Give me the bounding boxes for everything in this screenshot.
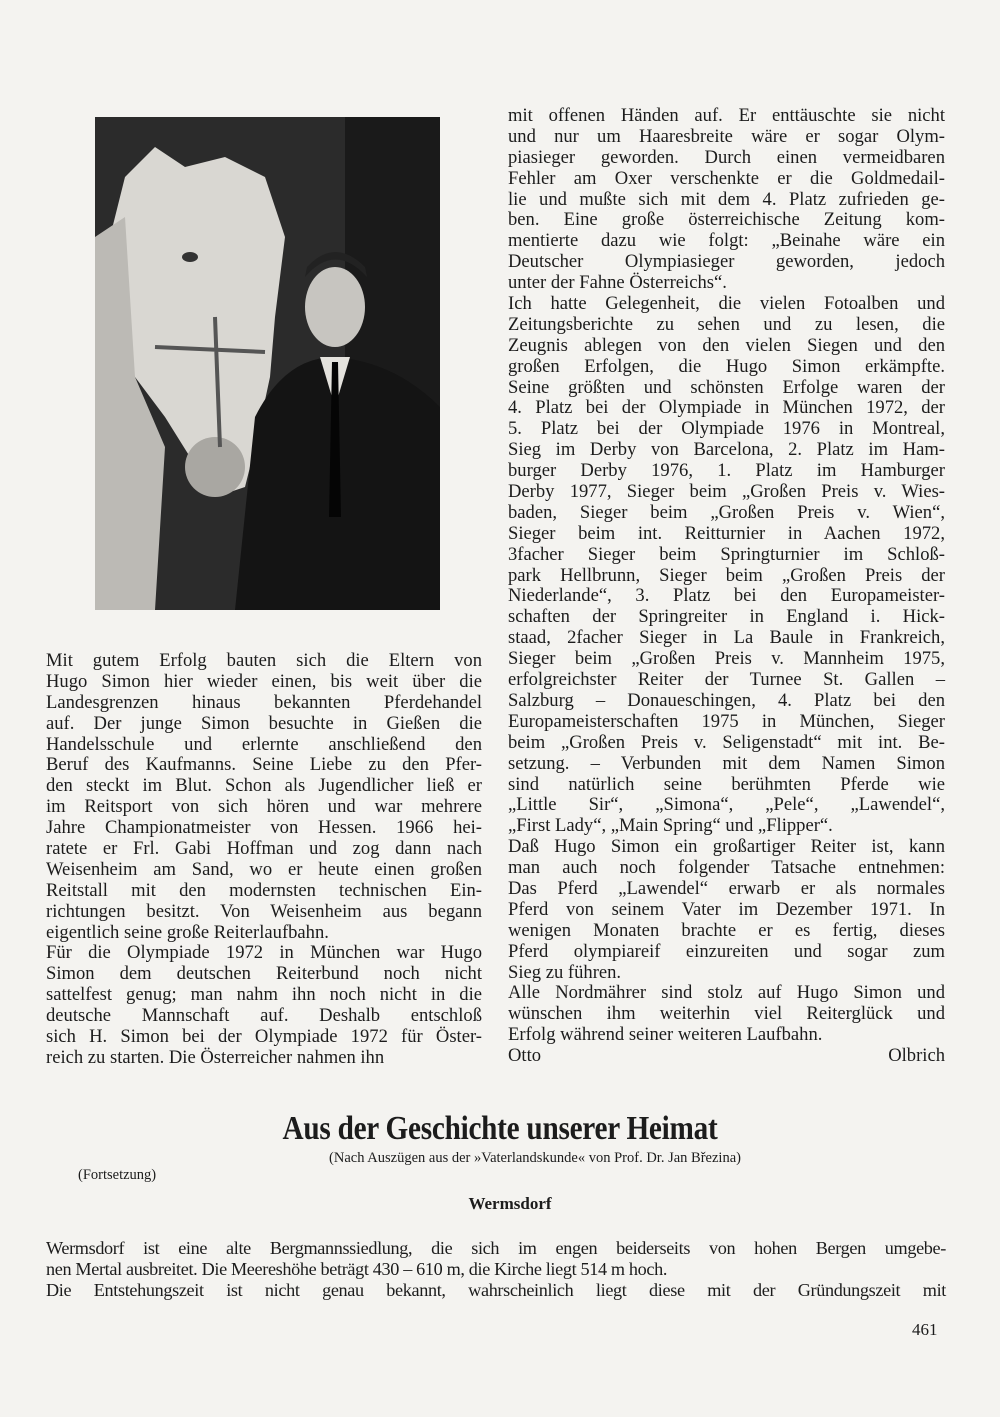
text-line: 3facher Sieger beim Springturnier im Schloß-	[508, 543, 945, 565]
text-line: Alle Nordmährer sind stolz auf Hugo Simon und	[508, 982, 945, 1004]
body-line: Wermsdorf ist eine alte Bergmannssiedlung, die sich im engen beiderseits von hohen Bergen umgebe-	[46, 1238, 946, 1258]
text-line: 5. Platz bei der Olympiade 1976 in Montreal,	[508, 418, 945, 440]
text-line: Handelsschule und erlernte anschließend den	[46, 733, 482, 755]
text-line: Mit gutem Erfolg bauten sich die Eltern von	[46, 650, 482, 671]
text-line: ben. Eine große österreichische Zeitung kom-	[508, 209, 945, 231]
text-line: deutsche Mannschaft auf. Deshalb entschloß	[46, 1005, 482, 1027]
text-line: Ich hatte Gelegenheit, die vielen Fotoalben und	[508, 293, 945, 315]
text-line: park Hellbrunn, Sieger beim „Großen Preis der	[508, 564, 945, 586]
photo-man-with-horse	[95, 117, 440, 610]
text-line: 4. Platz bei der Olympiade in München 1972, der	[508, 397, 945, 419]
text-line: Daß Hugo Simon ein großartiger Reiter ist, kann	[508, 836, 945, 858]
text-line: richtungen besitzt. Von Weisenheim aus begann	[46, 900, 482, 922]
text-line: Jahre Championatmeister von Hessen. 1966 hei-	[46, 817, 482, 839]
text-line: im Reitsport von sich hören und war mehrere	[46, 796, 482, 818]
text-line: Weisenheim am Sand, wo er heute einen großen	[46, 858, 482, 880]
text-line: eigentlich seine große Reiterlaufbahn.	[46, 921, 329, 943]
text-line: Sieger beim „Großen Preis v. Mannheim 1975,	[508, 648, 945, 670]
text-line: beim „Großen Preis v. Seligenstadt“ mit int. Be-	[508, 731, 945, 753]
text-line: und nur um Haaresbreite wäre er sogar Olym-	[508, 125, 945, 147]
body-line: nen Mertal ausbreitet. Die Meereshöhe beträgt 430 – 610 m, die Kirche liegt 514 m hoch.	[46, 1258, 668, 1279]
text-line: unter der Fahne Österreichs“.	[508, 272, 727, 294]
text-line: Derby 1977, Sieger beim „Großen Preis v. Wies-	[508, 481, 945, 503]
text-line: Zeitungsberichte zu sehen und zu lesen, die	[508, 313, 945, 335]
text-line: Seine größten und schönsten Erfolge waren der	[508, 376, 945, 398]
text-line: sattelfest genug; man nahm ihn noch nicht in die	[46, 984, 482, 1006]
text-line: ratete er Frl. Gabi Hoffman und zog dann nach	[46, 838, 482, 860]
text-line: lie und mußte sich mit dem 4. Platz zufrieden ge-	[508, 188, 945, 210]
text-line: Für die Olympiade 1972 in München war Hugo	[46, 942, 482, 964]
text-line: mit offenen Händen auf. Er enttäuschte sie nicht	[508, 105, 945, 126]
section-body	[46, 1239, 946, 1302]
section-subtitle: (Nach Auszügen aus der »Vaterlandskunde« von Prof. Dr. Jan Březina)	[329, 1150, 741, 1166]
signature: Otto Olbrich	[508, 1045, 945, 1067]
text-line: auf. Der junge Simon besuchte in Gießen die	[46, 712, 482, 734]
text-line: Pferd olympiareif einzureiten und sogar zum	[508, 940, 945, 962]
text-line: den steckt im Blut. Schon als Jugendlicher ließ er	[46, 775, 482, 797]
right-column	[508, 106, 945, 1067]
text-line: Salzburg – Donaueschingen, 4. Platz bei den	[508, 689, 945, 711]
body-line: Die Entstehungszeit ist nicht genau bekannt, wahrscheinlich liegt diese mit der Gründungszeit mit	[46, 1279, 946, 1300]
text-line: reich zu starten. Die Österreicher nahmen ihn	[46, 1046, 385, 1068]
text-line: Niederlande“, 3. Platz bei den Europameister-	[508, 585, 945, 607]
text-line: sind natürlich seine berühmten Pferde wie	[508, 773, 945, 795]
text-line: Sieger beim int. Reitturnier in Aachen 1972,	[508, 522, 945, 544]
page-number: 461	[912, 1320, 938, 1339]
text-line: Hugo Simon hier wieder einen, bis weit über die	[46, 670, 482, 692]
text-line: schaften der Springreiter in England i. Hick-	[508, 606, 945, 628]
text-line: baden, Sieger beim „Großen Preis v. Wien“,	[508, 501, 945, 523]
text-line: Deutscher Olympiasieger geworden, jedoch	[508, 251, 945, 273]
text-line: Zeugnis ablegen von den vielen Siegen und den	[508, 334, 945, 356]
text-line: Reitstall mit den modernsten technischen Ein-	[46, 879, 482, 901]
text-line: staad, 2facher Sieger in La Baule in Frankreich,	[508, 627, 945, 649]
text-line: sich H. Simon bei der Olympiade 1972 für Öster-	[46, 1026, 482, 1048]
text-line: Europameisterschaften 1975 in München, Sieger	[508, 710, 945, 732]
text-line: Sieg zu führen.	[508, 961, 622, 983]
text-line: wenigen Monaten brachte er es fertig, dieses	[508, 919, 945, 941]
text-line: „Little Sir“, „Simona“, „Pele“, „Lawendel“,	[508, 794, 945, 816]
text-line: mentierte dazu wie folgt: „Beinahe wäre ein	[508, 230, 945, 252]
text-line: „First Lady“, „Main Spring“ und „Flipper“.	[508, 815, 833, 837]
text-line: Beruf des Kaufmanns. Seine Liebe zu den Pfer-	[46, 754, 482, 776]
continuation-note: (Fortsetzung)	[78, 1167, 157, 1183]
text-line: Erfolg während seiner weiteren Laufbahn.	[508, 1024, 823, 1046]
section-title: Aus der Geschichte unserer Heimat	[282, 1110, 718, 1147]
text-line: Simon dem deutschen Reiterbund noch nicht	[46, 963, 482, 985]
left-column	[46, 651, 482, 1069]
text-line: burger Derby 1976, 1. Platz im Hamburger	[508, 460, 945, 482]
text-line: Das Pferd „Lawendel“ erwarb er als normales	[508, 877, 945, 899]
text-line: Sieg im Derby von Barcelona, 2. Platz im Ham-	[508, 439, 945, 461]
text-line: piasieger geworden. Durch einen vermeidbaren	[508, 146, 945, 168]
text-line: Pferd von seinem Vater im Dezember 1971. In	[508, 898, 945, 920]
text-line: wünschen ihm weiterhin viel Reiterglück und	[508, 1003, 945, 1025]
text-line: erfolgreichster Reiter der Turnee St. Gallen –	[508, 669, 945, 691]
text-line: Fehler am Oxer verschenkte er die Goldmedail-	[508, 167, 945, 189]
text-line: man auch noch folgender Tatsache entnehmen:	[508, 857, 945, 879]
section-heading: Wermsdorf	[468, 1194, 552, 1213]
text-line: Landesgrenzen hinaus bekannten Pferdehandel	[46, 691, 482, 713]
text-line: großen Erfolgen, die Hugo Simon erkämpfte.	[508, 355, 945, 377]
text-line: setzung. – Verbunden mit dem Namen Simon	[508, 752, 945, 774]
